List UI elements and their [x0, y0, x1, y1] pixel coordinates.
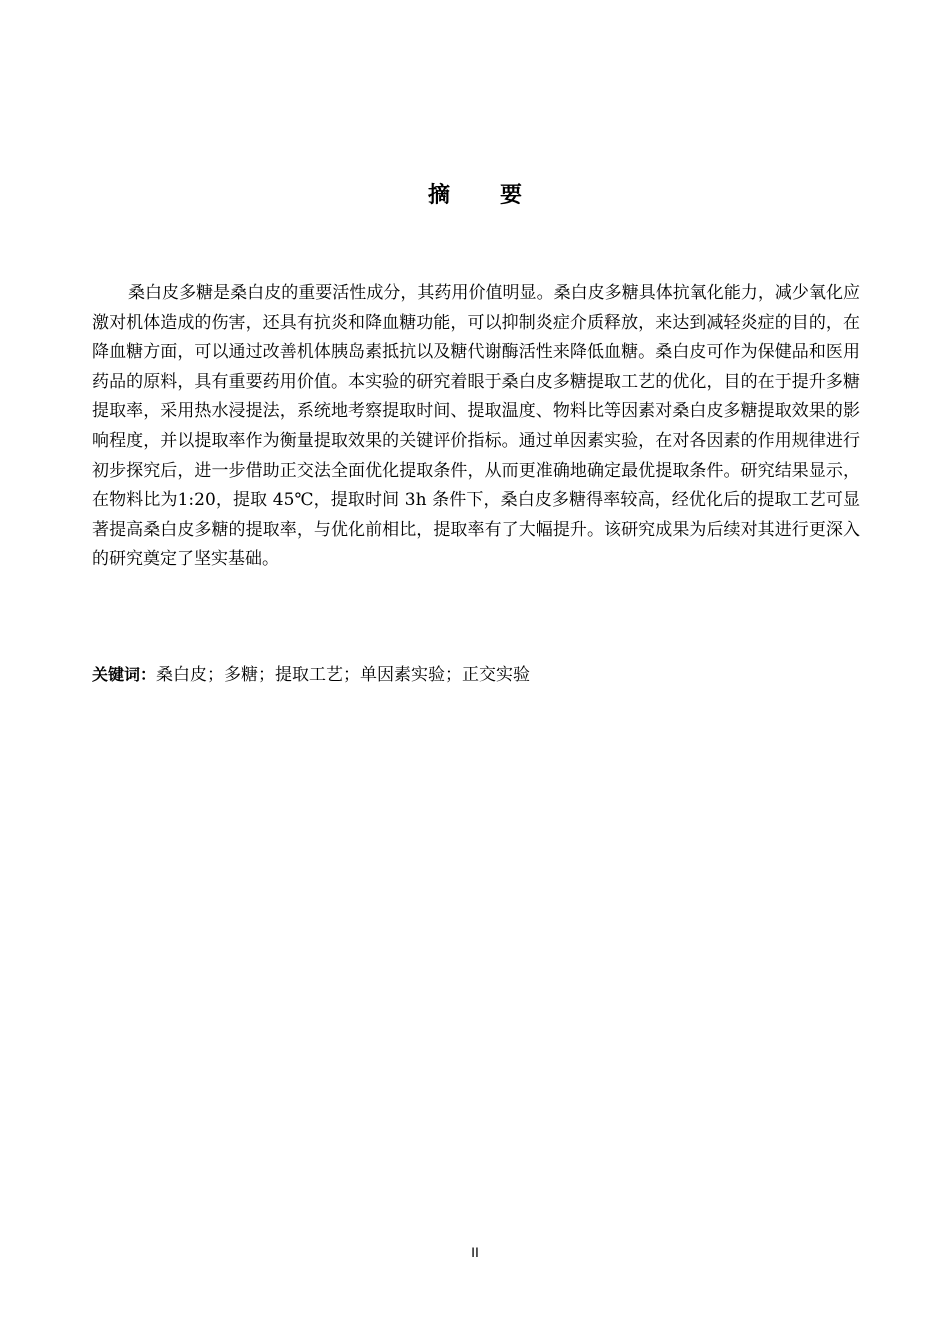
title-char-1: 摘: [427, 183, 450, 208]
title-char-2: 要: [500, 183, 523, 208]
page-title: [0, 178, 950, 209]
page-number: II: [471, 1244, 479, 1260]
keywords-line: [92, 661, 860, 689]
keywords-value: 桑白皮；多糖；提取工艺；单因素实验；正交实验: [156, 665, 531, 685]
abstract-paragraph: 桑白皮多糖是桑白皮的重要活性成分，其药用价值明显。桑白皮多糖具体抗氧化能力，减少氧化应激对机体造成的伤害，还具有抗炎和降血糖功能，可以抑制炎症介质释放，来达到减轻炎症的目的，在降血糖方面，可以通过改善机体胰岛素抵抗以及糖代谢酶活性来降低血糖。桑白皮可作为保健品和医用药品的原料，具有重要药用价值。本实验的研究着眼于桑白皮多糖提取工艺的优化，目的在于提升多糖提取率，采用热水浸提法，系统地考察提取时间、提取温度、物料比等因素对桑白皮多糖提取效果的影响程度，并以提取率作为衡量提取效果的关键评价指标。通过单因素实验，在对各因素的作用规律进行初步探究后，进一步借助正交法全面优化提取条件，从而更准确地确定最优提取条件。研究结果显示，在物料比为1:20，提取 45℃，提取时间 3h 条件下，桑白皮多糖得率较高，经优化后的提取工艺可显著提高桑白皮多糖的提取率，与优化前相比，提取率有了大幅提升。该研究成果为后续对其进行更深入的研究奠定了坚实基础。: [92, 283, 860, 570]
keywords-label: 关键词：: [92, 665, 157, 684]
